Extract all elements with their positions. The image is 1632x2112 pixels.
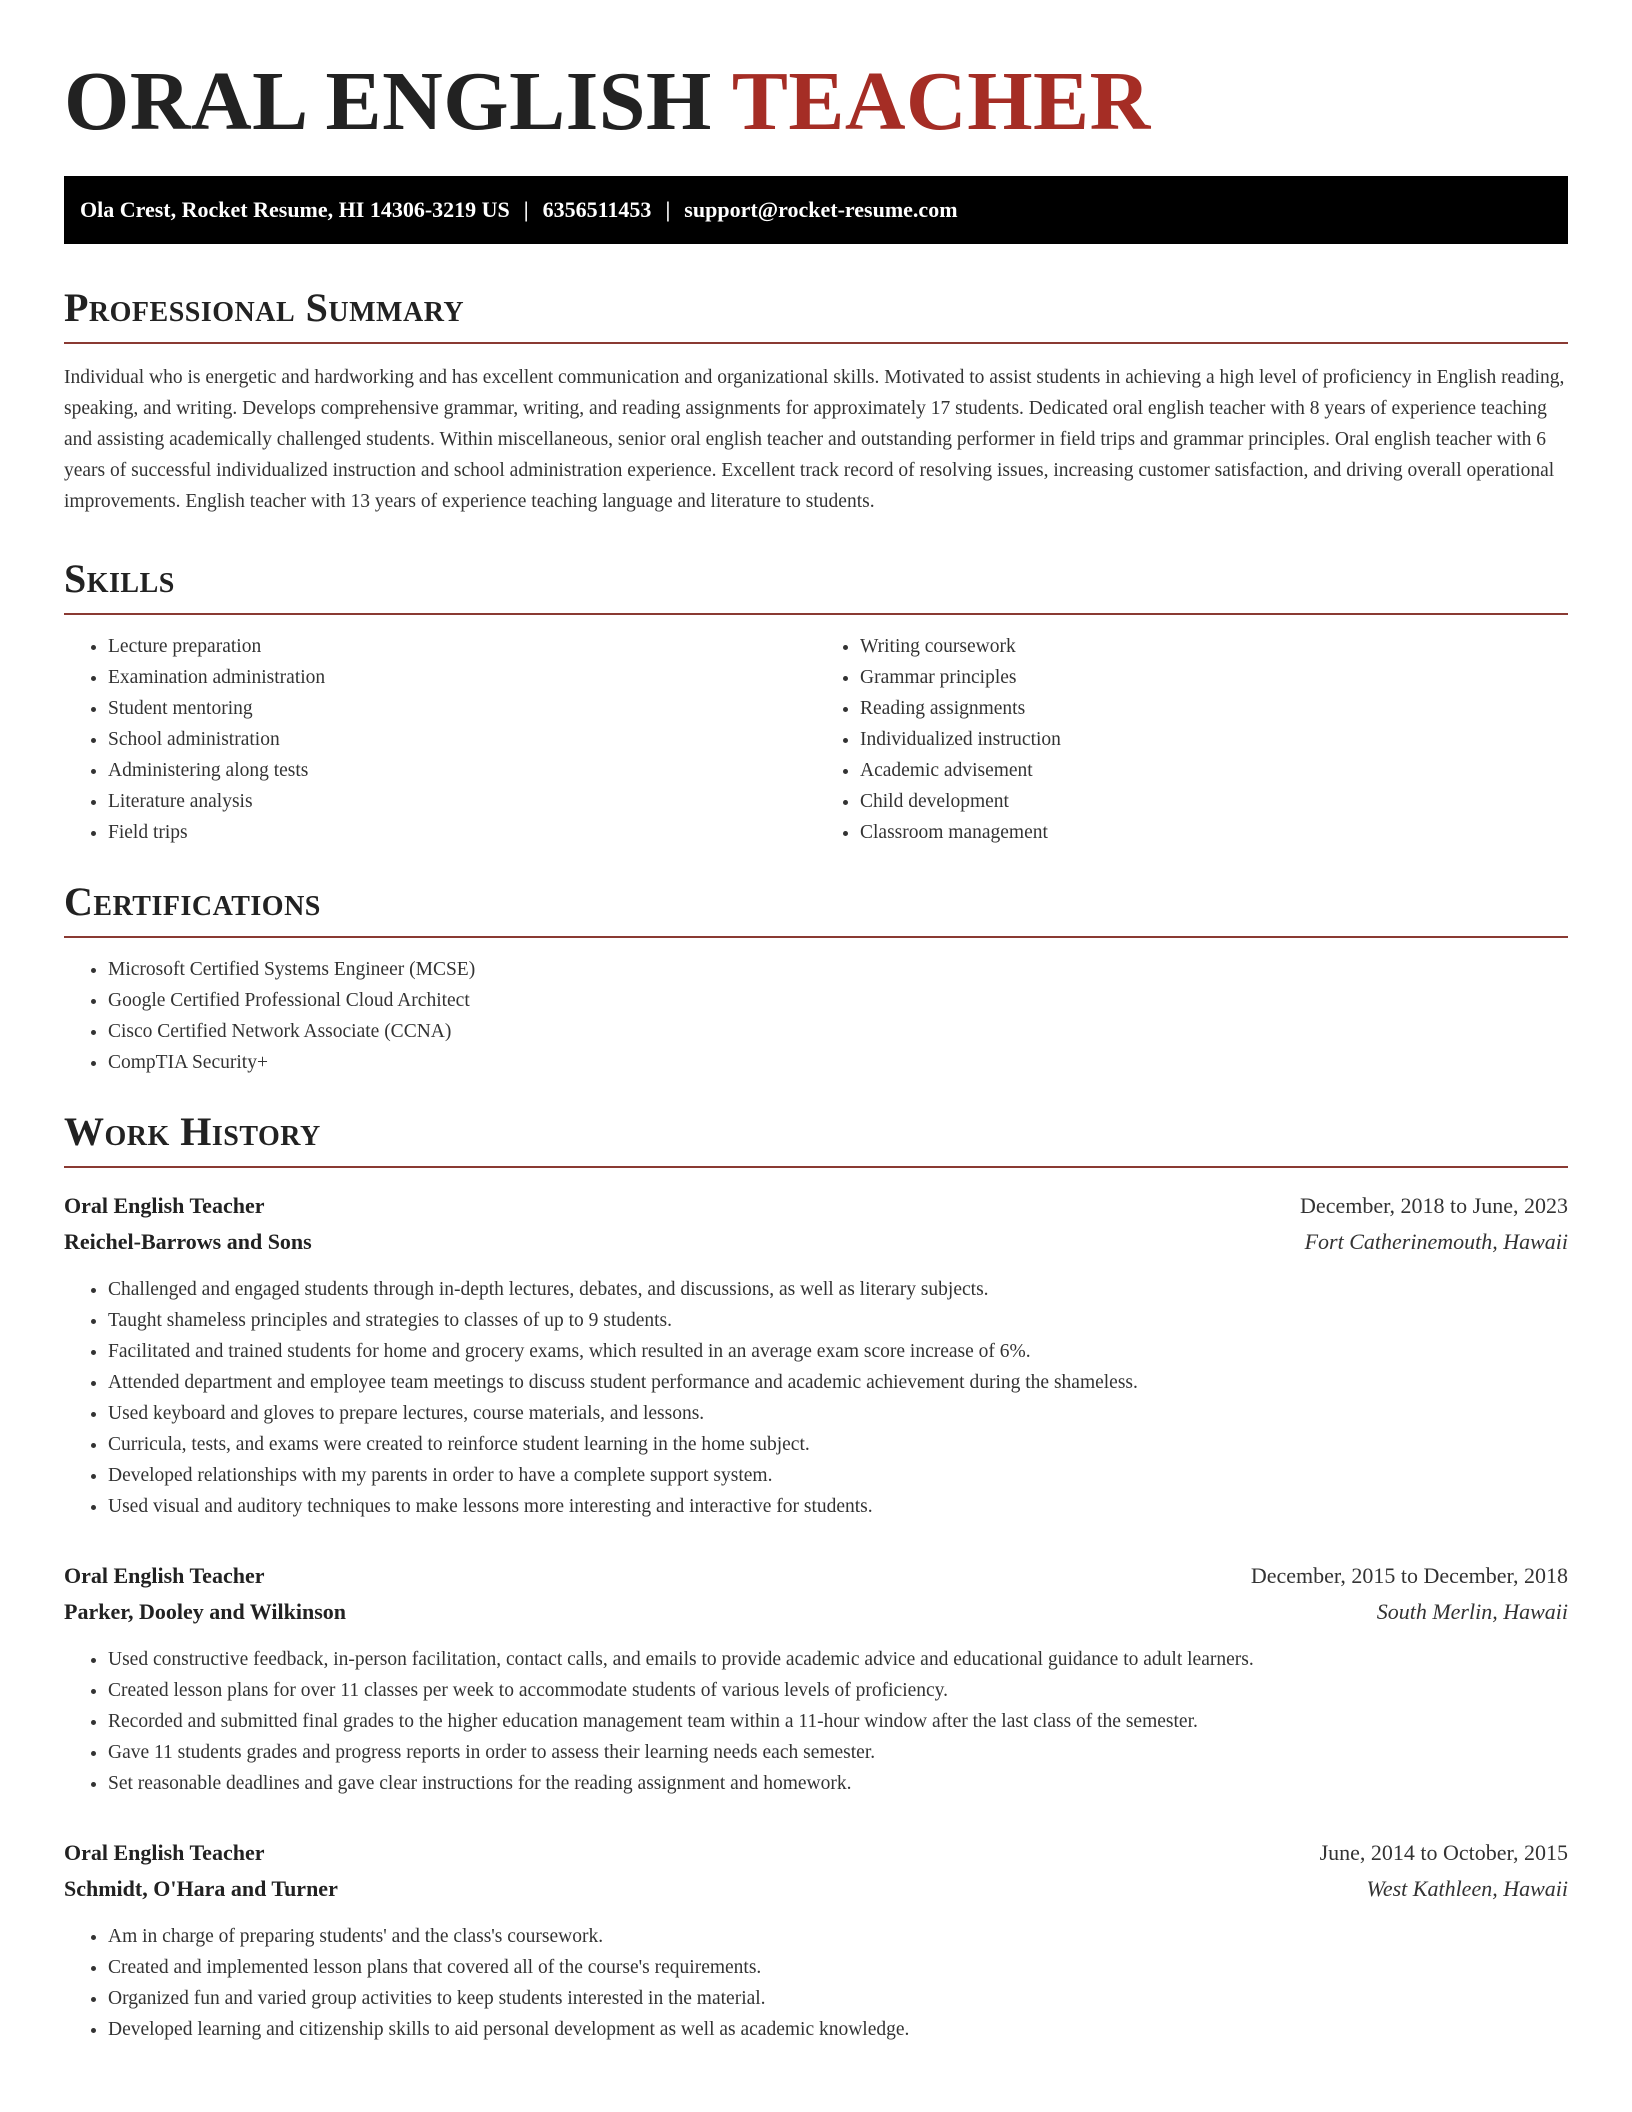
contact-phone: 6356511453 xyxy=(542,197,652,222)
summary-section xyxy=(64,284,1568,517)
job-bullet: • Curricula, tests, and exams were created to reinforce student learning in the home subject. xyxy=(108,1429,1568,1460)
certification-item: • Microsoft Certified Systems Engineer (MCSE) xyxy=(108,954,1568,985)
job-bullet: • Taught shameless principles and strategies to classes of up to 9 students. xyxy=(108,1305,1568,1336)
job-company: Schmidt, O'Hara and Turner xyxy=(64,1876,338,1901)
job-dates: December, 2015 to December, 2018 xyxy=(1250,1563,1568,1588)
contact-bar xyxy=(64,176,1568,244)
job-bullet: • Facilitated and trained students for home and grocery exams, which resulted in an average exam score increase of 6%. xyxy=(108,1336,1568,1367)
skill-item: • Student mentoring xyxy=(108,693,816,724)
skill-item: • Child development xyxy=(860,786,1568,817)
contact-address: Ola Crest, Rocket Resume, HI 14306-3219 US xyxy=(80,197,510,222)
skill-item: • Writing coursework xyxy=(860,631,1568,662)
job-entry xyxy=(64,1835,1568,2045)
job-bullet: • Set reasonable deadlines and gave clear instructions for the reading assignment and homework. xyxy=(108,1768,1568,1799)
job-bullet: • Used keyboard and gloves to prepare lectures, course materials, and lessons. xyxy=(108,1398,1568,1429)
job-bullet: • Am in charge of preparing students' and the class's coursework. xyxy=(108,1921,1568,1952)
contact-separator: | xyxy=(665,197,671,222)
job-title: Oral English Teacher xyxy=(64,1563,265,1588)
skill-item: • Academic advisement xyxy=(860,755,1568,786)
skills-grid xyxy=(64,615,1568,848)
job-bullet: • Created lesson plans for over 11 classes per week to accommodate students of various levels of proficiency. xyxy=(108,1675,1568,1706)
certifications-list xyxy=(64,954,1568,1078)
job-bullet: • Attended department and employee team meetings to discuss student performance and academic achievement during the shameless. xyxy=(108,1367,1568,1398)
skills-list-right xyxy=(816,631,1568,848)
title-main: ORAL ENGLISH xyxy=(64,55,732,148)
skill-item: • School administration xyxy=(108,724,816,755)
title-accent: TEACHER xyxy=(731,55,1151,148)
skill-item: • Reading assignments xyxy=(860,693,1568,724)
job-header-row xyxy=(64,1835,1568,1871)
job-bullet: • Used constructive feedback, in-person facilitation, contact calls, and emails to provide academic advice and educational guidance to adult learners. xyxy=(108,1644,1568,1675)
job-header-row xyxy=(64,1558,1568,1594)
certification-item: • Google Certified Professional Cloud Architect xyxy=(108,985,1568,1016)
job-location: Fort Catherinemouth, Hawaii xyxy=(1304,1229,1568,1254)
job-location: West Kathleen, Hawaii xyxy=(1366,1876,1568,1901)
job-entry xyxy=(64,1188,1568,1522)
skill-item: • Administering along tests xyxy=(108,755,816,786)
work-history-section xyxy=(64,1108,1568,2045)
job-bullet: • Developed learning and citizenship skills to aid personal development as well as academic knowledge. xyxy=(108,2014,1568,2045)
job-location: South Merlin, Hawaii xyxy=(1376,1599,1568,1624)
job-company-row xyxy=(64,1224,1568,1260)
skills-list-left xyxy=(64,631,816,848)
job-company-row xyxy=(64,1594,1568,1630)
skill-item: • Field trips xyxy=(108,817,816,848)
skill-item: • Classroom management xyxy=(860,817,1568,848)
job-bullet: • Recorded and submitted final grades to the higher education management team within a 11-hour window after the last class of the semester. xyxy=(108,1706,1568,1737)
job-header-row xyxy=(64,1188,1568,1224)
job-company: Reichel-Barrows and Sons xyxy=(64,1229,312,1254)
work-history-heading: Work History xyxy=(64,1108,1568,1168)
contact-email: support@rocket-resume.com xyxy=(684,197,958,222)
job-title: Oral English Teacher xyxy=(64,1193,265,1218)
job-company: Parker, Dooley and Wilkinson xyxy=(64,1599,346,1624)
skill-item: • Individualized instruction xyxy=(860,724,1568,755)
job-dates: December, 2018 to June, 2023 xyxy=(1300,1193,1568,1218)
resume-title xyxy=(64,52,1568,152)
contact-separator: | xyxy=(523,197,529,222)
skill-item: • Examination administration xyxy=(108,662,816,693)
job-bullet: • Developed relationships with my parents in order to have a complete support system. xyxy=(108,1460,1568,1491)
skill-item: • Grammar principles xyxy=(860,662,1568,693)
job-dates: June, 2014 to October, 2015 xyxy=(1319,1840,1568,1865)
job-bullet: • Used visual and auditory techniques to make lessons more interesting and interactive for students. xyxy=(108,1491,1568,1522)
job-bullets xyxy=(64,1644,1568,1799)
job-entry xyxy=(64,1558,1568,1799)
certification-item: • CompTIA Security+ xyxy=(108,1047,1568,1078)
job-title: Oral English Teacher xyxy=(64,1840,265,1865)
skills-heading: Skills xyxy=(64,555,1568,615)
summary-heading: Professional Summary xyxy=(64,284,1568,344)
job-bullet: • Created and implemented lesson plans that covered all of the course's requirements. xyxy=(108,1952,1568,1983)
certifications-section xyxy=(64,878,1568,1078)
skill-item: • Literature analysis xyxy=(108,786,816,817)
certifications-heading: Certifications xyxy=(64,878,1568,938)
job-company-row xyxy=(64,1871,1568,1907)
summary-text: Individual who is energetic and hardworking and has excellent communication and organizational skills. Motivated to assist students in achieving a high level of proficiency in English reading, speaking, and writing. Develops comprehensive grammar, writing, and reading assignments for approximately 17 students. Dedicated oral english teacher with 8 years of experience teaching and assisting academically challenged students. Within miscellaneous, senior oral english teacher and outstanding performer in field trips and grammar principles. Oral english teacher with 6 years of successful individualized instruction and school administration experience. Excellent track record of resolving issues, increasing customer satisfaction, and driving overall operational improvements. English teacher with 13 years of experience teaching language and literature to students. xyxy=(64,367,1565,512)
skills-section xyxy=(64,555,1568,848)
job-bullets xyxy=(64,1921,1568,2045)
job-bullets xyxy=(64,1274,1568,1522)
job-bullet: • Gave 11 students grades and progress reports in order to assess their learning needs each semester. xyxy=(108,1737,1568,1768)
certification-item: • Cisco Certified Network Associate (CCNA) xyxy=(108,1016,1568,1047)
job-bullet: • Organized fun and varied group activities to keep students interested in the material. xyxy=(108,1983,1568,2014)
job-bullet: • Challenged and engaged students through in-depth lectures, debates, and discussions, as well as literary subjects. xyxy=(108,1274,1568,1305)
skill-item: • Lecture preparation xyxy=(108,631,816,662)
